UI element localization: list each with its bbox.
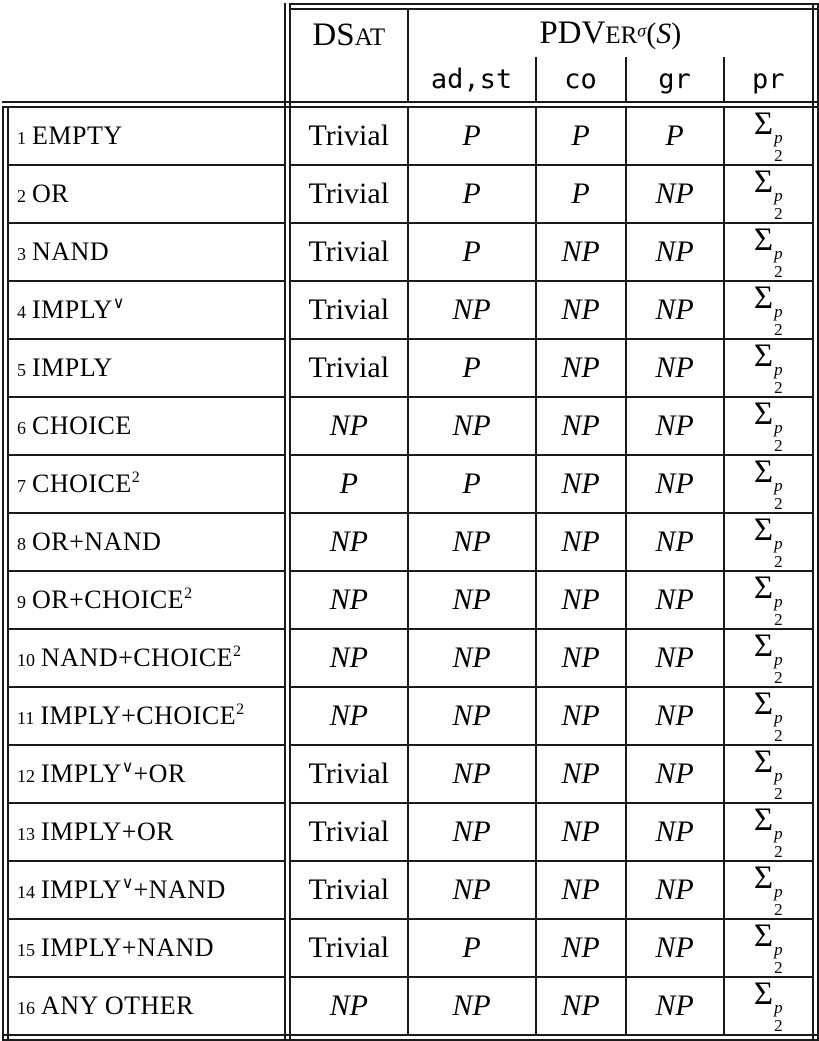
- row-number: 10: [17, 650, 35, 670]
- sigma-subscript-2: 2: [774, 610, 783, 629]
- adst-cell: NP: [408, 861, 536, 919]
- sigma-superscript-p: p: [774, 766, 783, 785]
- table-row: [6, 745, 816, 803]
- sigma-sup-sub: [774, 941, 783, 976]
- sigma-symbol: Σ: [753, 570, 774, 606]
- sigma-sup-sub: [774, 709, 783, 744]
- row-label-cell: [6, 223, 288, 281]
- adst-cell: P: [408, 165, 536, 223]
- sigma-symbol: Σ: [753, 222, 774, 258]
- row-number: 8: [17, 534, 26, 554]
- pr-cell: [724, 803, 816, 861]
- adst-cell: P: [408, 105, 536, 166]
- table-row: [6, 977, 816, 1038]
- sigma-superscript-p: p: [774, 650, 783, 669]
- row-label: [32, 469, 140, 498]
- label-text: ANY OTHER: [41, 991, 195, 1020]
- sigma-symbol: Σ: [753, 918, 774, 954]
- table-row: [6, 861, 816, 919]
- adst-cell: P: [408, 223, 536, 281]
- adst-cell: NP: [408, 513, 536, 571]
- table-body: [6, 105, 816, 1038]
- sigma-superscript-p: p: [774, 940, 783, 959]
- sigma-symbol: Σ: [753, 164, 774, 200]
- co-cell: NP: [536, 745, 626, 803]
- co-cell: NP: [536, 919, 626, 977]
- sigma-superscript-p: p: [774, 186, 783, 205]
- row-label-cell: [6, 919, 288, 977]
- row-number: 4: [17, 302, 26, 322]
- pr-cell: [724, 745, 816, 803]
- sigma-symbol: Σ: [753, 280, 774, 316]
- co-cell: NP: [536, 513, 626, 571]
- sigma-subscript-2: 2: [774, 436, 783, 455]
- gr-cell: NP: [626, 397, 724, 455]
- row-number: 5: [17, 360, 26, 380]
- co-cell: NP: [536, 571, 626, 629]
- row-label-cell: [6, 977, 288, 1038]
- gr-cell: NP: [626, 513, 724, 571]
- dsat-cell: NP: [288, 397, 408, 455]
- adst-cell: P: [408, 919, 536, 977]
- row-label: [41, 933, 214, 962]
- pr-cell: [724, 861, 816, 919]
- co-cell: NP: [536, 397, 626, 455]
- row-number: 16: [17, 998, 35, 1018]
- adst-cell: NP: [408, 745, 536, 803]
- co-cell: NP: [536, 861, 626, 919]
- sigma-sup-sub: [774, 883, 783, 918]
- pdver-header-cell: [408, 7, 816, 58]
- gr-cell: NP: [626, 919, 724, 977]
- sigma-subscript-2: 2: [774, 262, 783, 281]
- dsat-cell: Trivial: [288, 919, 408, 977]
- sigma-subscript-2: 2: [774, 842, 783, 861]
- adst-cell: NP: [408, 571, 536, 629]
- row-number: 12: [17, 766, 35, 786]
- sigma-sup-sub: [774, 187, 783, 222]
- adst-cell: NP: [408, 803, 536, 861]
- label-superscript: 2: [233, 643, 242, 660]
- sigma-symbol: Σ: [753, 976, 774, 1012]
- row-number: 3: [17, 244, 26, 264]
- label-text: OR+CHOICE: [32, 585, 185, 614]
- table-row: [6, 223, 816, 281]
- label-text: IMPLY: [32, 295, 113, 324]
- co-cell: NP: [536, 977, 626, 1038]
- subcol-header-co: co: [536, 57, 626, 105]
- pr-cell: [724, 571, 816, 629]
- adst-cell: NP: [408, 281, 536, 339]
- sigma-superscript-p: p: [774, 418, 783, 437]
- gr-cell: NP: [626, 629, 724, 687]
- sigma-sup-sub: [774, 825, 783, 860]
- row-label: [41, 991, 194, 1020]
- results-table: [2, 3, 819, 1041]
- dsat-header-smallcaps: AT: [354, 24, 386, 51]
- table-row: [6, 165, 816, 223]
- sigma-symbol: Σ: [753, 338, 774, 374]
- header-row-main: [6, 7, 816, 58]
- pr-cell: [724, 339, 816, 397]
- dsat-header-cell: [288, 7, 408, 105]
- sigma-symbol: Σ: [753, 106, 774, 142]
- row-label: [32, 295, 125, 324]
- sigma-subscript-2: 2: [774, 668, 783, 687]
- sigma-subscript-2: 2: [774, 494, 783, 513]
- label-text: OR+NAND: [32, 527, 162, 556]
- sigma-superscript-p: p: [774, 244, 783, 263]
- label-superscript: 2: [236, 701, 245, 718]
- pr-cell: [724, 919, 816, 977]
- adst-cell: NP: [408, 629, 536, 687]
- table-row: [6, 513, 816, 571]
- dsat-cell: Trivial: [288, 223, 408, 281]
- sigma-superscript-p: p: [774, 708, 783, 727]
- table-row: [6, 455, 816, 513]
- adst-cell: NP: [408, 977, 536, 1038]
- table-row: [6, 571, 816, 629]
- co-cell: NP: [536, 281, 626, 339]
- co-cell: P: [536, 105, 626, 166]
- table-row: [6, 629, 816, 687]
- gr-cell: NP: [626, 745, 724, 803]
- sigma-symbol: Σ: [753, 744, 774, 780]
- pdver-paren-close: ): [671, 17, 682, 50]
- row-label: [41, 875, 226, 904]
- dsat-cell: NP: [288, 687, 408, 745]
- pr-cell: [724, 687, 816, 745]
- adst-cell: NP: [408, 687, 536, 745]
- row-label-cell: [6, 281, 288, 339]
- label-text: IMPLY+CHOICE: [40, 701, 237, 730]
- dsat-cell: Trivial: [288, 803, 408, 861]
- subcol-header-adst: ad,st: [408, 57, 536, 105]
- row-number: 14: [17, 882, 35, 902]
- label-text: IMPLY: [41, 759, 122, 788]
- gr-cell: NP: [626, 455, 724, 513]
- sigma-sup-sub: [774, 651, 783, 686]
- sigma-subscript-2: 2: [774, 1016, 783, 1035]
- dsat-cell: NP: [288, 629, 408, 687]
- row-number: 1: [17, 128, 26, 148]
- adst-cell: NP: [408, 397, 536, 455]
- label-text: IMPLY: [32, 353, 113, 382]
- label-text: NAND: [32, 237, 110, 266]
- pr-cell: [724, 455, 816, 513]
- sigma-superscript-p: p: [774, 592, 783, 611]
- pr-cell: [724, 513, 816, 571]
- pr-cell: [724, 105, 816, 166]
- sigma-subscript-2: 2: [774, 146, 783, 165]
- label-text: IMPLY+OR: [41, 817, 175, 846]
- row-label: [32, 411, 132, 440]
- row-label: [32, 585, 192, 614]
- sigma-superscript-p: p: [774, 476, 783, 495]
- row-label: [32, 237, 109, 266]
- sigma-superscript-p: p: [774, 882, 783, 901]
- sigma-superscript-p: p: [774, 534, 783, 553]
- table-row: [6, 687, 816, 745]
- row-label-cell: [6, 105, 288, 166]
- label-text: IMPLY: [41, 875, 122, 904]
- sigma-subscript-2: 2: [774, 726, 783, 745]
- row-number: 11: [17, 708, 35, 728]
- sigma-sup-sub: [774, 303, 783, 338]
- co-cell: NP: [536, 803, 626, 861]
- sigma-subscript-2: 2: [774, 784, 783, 803]
- row-label-cell: [6, 513, 288, 571]
- co-cell: NP: [536, 339, 626, 397]
- gr-cell: NP: [626, 339, 724, 397]
- sigma-sup-sub: [774, 129, 783, 164]
- table-row: [6, 803, 816, 861]
- row-number: 15: [17, 940, 35, 960]
- pdver-paren-open: (: [646, 17, 657, 50]
- sigma-superscript-p: p: [774, 824, 783, 843]
- row-label: [32, 527, 161, 556]
- row-label: [41, 643, 241, 672]
- sigma-superscript-p: p: [774, 360, 783, 379]
- row-label-cell: [6, 803, 288, 861]
- pdver-argument: [646, 17, 681, 50]
- row-label: [40, 701, 244, 730]
- subcol-header-gr: gr: [626, 57, 724, 105]
- table-header: [6, 7, 816, 105]
- row-number: 6: [17, 418, 26, 438]
- co-cell: P: [536, 165, 626, 223]
- sigma-sup-sub: [774, 419, 783, 454]
- dsat-cell: Trivial: [288, 165, 408, 223]
- sigma-symbol: Σ: [753, 396, 774, 432]
- dsat-cell: Trivial: [288, 339, 408, 397]
- label-superscript: ∨: [121, 759, 134, 776]
- dsat-cell: Trivial: [288, 745, 408, 803]
- gr-cell: NP: [626, 803, 724, 861]
- label-text: NAND+CHOICE: [41, 643, 234, 672]
- dsat-header-main: DS: [312, 17, 355, 53]
- pdver-header-main: PDV: [539, 15, 606, 51]
- gr-cell: NP: [626, 687, 724, 745]
- row-number: 7: [17, 476, 26, 496]
- row-label: [32, 121, 123, 150]
- dsat-cell: Trivial: [288, 861, 408, 919]
- dsat-cell: NP: [288, 513, 408, 571]
- row-label-cell: [6, 339, 288, 397]
- label-superscript: ∨: [121, 875, 134, 892]
- label-superscript: ∨: [112, 295, 125, 312]
- row-label-cell: [6, 571, 288, 629]
- sigma-superscript-p: p: [774, 998, 783, 1017]
- label-text: +NAND: [133, 875, 226, 904]
- sigma-sup-sub: [774, 477, 783, 512]
- label-text: CHOICE: [32, 469, 132, 498]
- pr-cell: [724, 629, 816, 687]
- row-label-cell: [6, 165, 288, 223]
- row-label: [32, 353, 113, 382]
- gr-cell: NP: [626, 571, 724, 629]
- row-label-cell: [6, 687, 288, 745]
- sigma-sup-sub: [774, 245, 783, 280]
- paper-table-figure: [0, 3, 818, 1035]
- sigma-symbol: Σ: [753, 512, 774, 548]
- subcol-header-pr: pr: [724, 57, 816, 105]
- dsat-cell: NP: [288, 571, 408, 629]
- dsat-cell: P: [288, 455, 408, 513]
- sigma-subscript-2: 2: [774, 320, 783, 339]
- gr-cell: NP: [626, 223, 724, 281]
- co-cell: NP: [536, 687, 626, 745]
- sigma-symbol: Σ: [753, 628, 774, 664]
- sigma-symbol: Σ: [753, 860, 774, 896]
- table-row: [6, 397, 816, 455]
- pdver-sigma-superscript: σ: [637, 20, 647, 41]
- sigma-subscript-2: 2: [774, 958, 783, 977]
- label-text: EMPTY: [32, 121, 123, 150]
- gr-cell: P: [626, 105, 724, 166]
- sigma-sup-sub: [774, 535, 783, 570]
- sigma-subscript-2: 2: [774, 552, 783, 571]
- sigma-symbol: Σ: [753, 802, 774, 838]
- table-row: [6, 919, 816, 977]
- pr-cell: [724, 223, 816, 281]
- sigma-sup-sub: [774, 593, 783, 628]
- sigma-sup-sub: [774, 361, 783, 396]
- dsat-cell: Trivial: [288, 105, 408, 166]
- pdver-header-smallcaps: ER: [605, 22, 638, 49]
- sigma-symbol: Σ: [753, 686, 774, 722]
- label-text: CHOICE: [32, 411, 132, 440]
- row-label: [41, 817, 174, 846]
- adst-cell: P: [408, 455, 536, 513]
- row-label: [41, 759, 186, 788]
- co-cell: NP: [536, 223, 626, 281]
- gr-cell: NP: [626, 861, 724, 919]
- sigma-subscript-2: 2: [774, 378, 783, 397]
- pr-cell: [724, 397, 816, 455]
- dsat-cell: Trivial: [288, 281, 408, 339]
- row-label-cell: [6, 745, 288, 803]
- label-text: IMPLY+NAND: [41, 933, 215, 962]
- pr-cell: [724, 165, 816, 223]
- row-label: [32, 179, 69, 208]
- row-number: 13: [17, 824, 35, 844]
- sigma-sup-sub: [774, 999, 783, 1034]
- co-cell: NP: [536, 455, 626, 513]
- sigma-superscript-p: p: [774, 302, 783, 321]
- row-label-cell: [6, 455, 288, 513]
- sigma-superscript-p: p: [774, 128, 783, 147]
- gr-cell: NP: [626, 281, 724, 339]
- table-row: [6, 105, 816, 166]
- table-row: [6, 281, 816, 339]
- pr-cell: [724, 977, 816, 1038]
- label-text: OR: [32, 179, 70, 208]
- row-number: 2: [17, 186, 26, 206]
- row-label-cell: [6, 629, 288, 687]
- gr-cell: NP: [626, 165, 724, 223]
- adst-cell: P: [408, 339, 536, 397]
- dsat-cell: NP: [288, 977, 408, 1038]
- gr-cell: NP: [626, 977, 724, 1038]
- sigma-subscript-2: 2: [774, 900, 783, 919]
- pdver-argument-s: S: [656, 17, 672, 50]
- sigma-symbol: Σ: [753, 454, 774, 490]
- corner-empty-cell: [6, 7, 288, 105]
- sigma-sup-sub: [774, 767, 783, 802]
- label-superscript: 2: [131, 469, 140, 486]
- row-label-cell: [6, 397, 288, 455]
- table-row: [6, 339, 816, 397]
- label-superscript: 2: [184, 585, 193, 602]
- label-text: +OR: [133, 759, 186, 788]
- row-label-cell: [6, 861, 288, 919]
- row-number: 9: [17, 592, 26, 612]
- pr-cell: [724, 281, 816, 339]
- sigma-subscript-2: 2: [774, 204, 783, 223]
- co-cell: NP: [536, 629, 626, 687]
